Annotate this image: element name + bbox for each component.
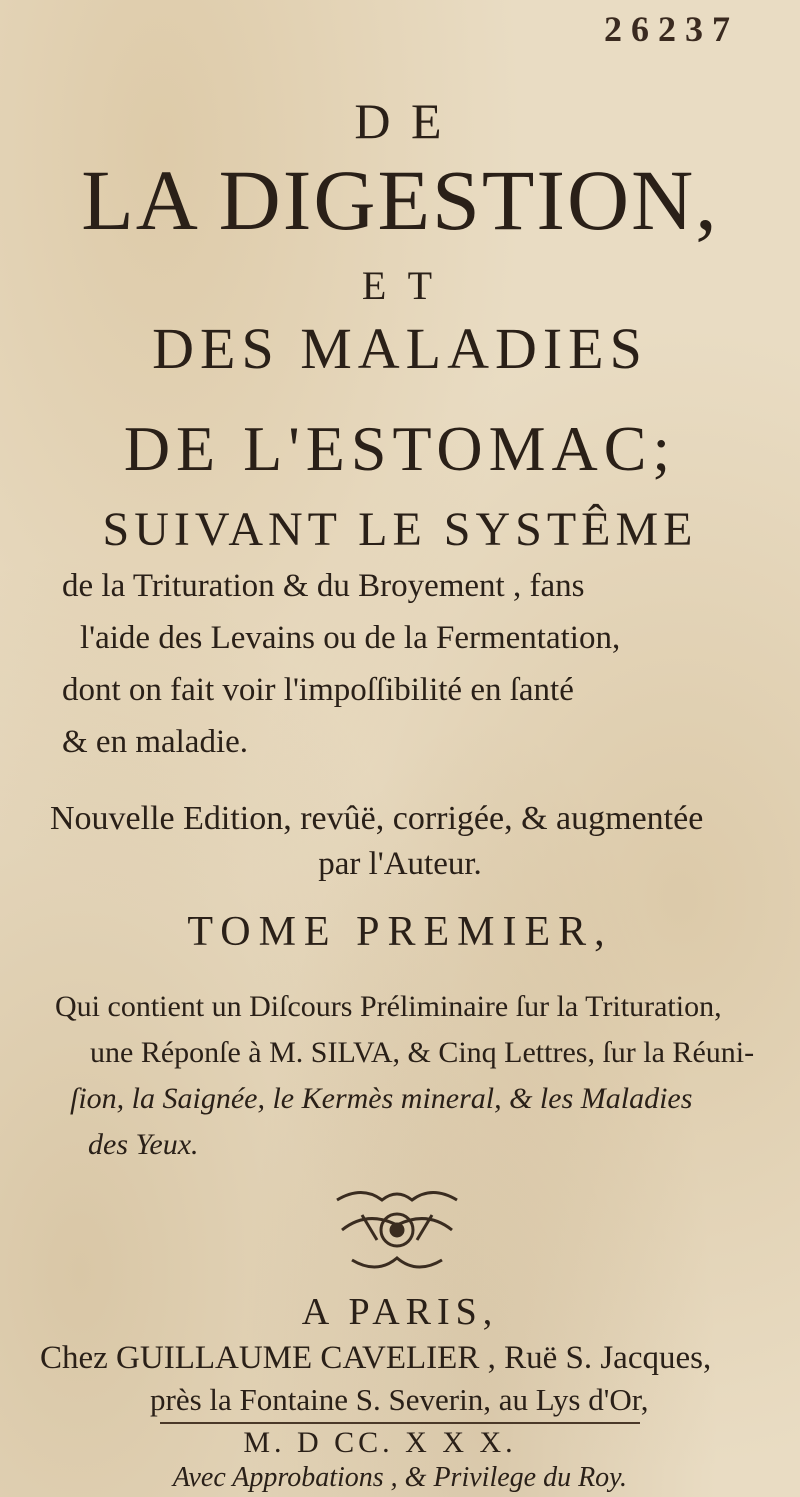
edition-line: Nouvelle Edition, revûë, corrigée, & augmentée [50,800,704,837]
signature-mark: 2 6 2 3 7 [604,9,730,49]
printers-ornament-icon [322,1180,472,1280]
tome-heading: TOME PREMIER, [187,909,613,955]
contents-line: des Yeux. [88,1128,199,1161]
title-systeme: SUIVANT LE SYSTÊME [102,503,698,556]
imprint-publisher: Chez GUILLAUME CAVELIER , Ruë S. Jacques, [40,1340,712,1376]
subtitle-line: l'aide des Levains ou de la Fermentation, [80,620,621,656]
subtitle-line: de la Trituration & du Broyement , fans [62,568,585,604]
title-digestion: LA DIGESTION, [81,152,719,248]
title-maladies: DES MALADIES [152,316,648,381]
contents-line: Qui contient un Diſcours Préliminaire ſur la Trituration, [55,990,722,1023]
title-et: E T [361,263,439,308]
subtitle-line: dont on fait voir l'impoſſibilité en ſanté [62,672,574,708]
contents-line: ſion, la Saignée, le Kermès mineral, & les Maladies [70,1082,693,1115]
imprint-rule [160,1422,640,1424]
subtitle-line: & en maladie. [62,724,249,760]
title-de: D E [354,93,446,149]
edition-author: par l'Auteur. [318,846,482,882]
imprint-privilege: Avec Approbations , & Privilege du Roy. [172,1462,628,1493]
imprint-date: M. D CC. X X X. [243,1426,517,1459]
contents-line: une Réponſe à M. SILVA, & Cinq Lettres, ſur la Réuni- [90,1036,755,1069]
imprint-address: près la Fontaine S. Severin, au Lys d'Or, [150,1382,649,1417]
imprint-city: A PARIS, [301,1291,499,1333]
title-estomac: DE L'ESTOMAC; [123,413,677,484]
